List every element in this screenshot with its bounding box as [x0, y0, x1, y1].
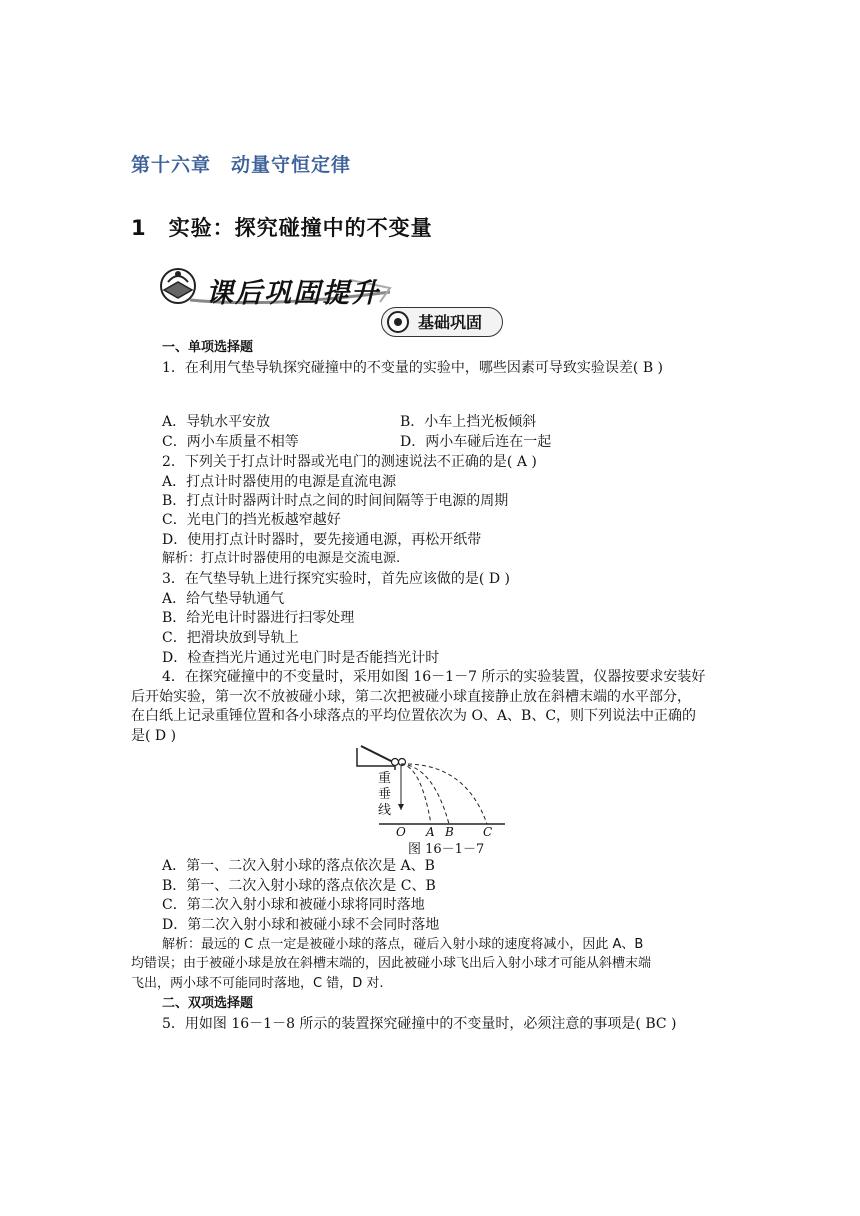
part2-heading: 二、双项选择题	[162, 996, 254, 1011]
q3-option-d: D．检查挡光片通过光电门时是否能挡光计时	[162, 650, 440, 666]
q4-option-c: C．第二次入射小球和被碰小球将同时落地	[162, 897, 425, 913]
ramp	[357, 746, 395, 770]
q4-line-2: 后开始实验，第一次不放被碰小球，第二次把被碰小球直接静止放在斜槽末端的水平部分，	[131, 689, 691, 705]
q2-stem: 2．下列关于打点计时器或光电门的测速说法不正确的是( A )	[162, 454, 537, 470]
q4-option-b: B．第一、二次入射小球的落点依次是 C、B	[162, 878, 436, 894]
plumb-label-3: 线	[378, 803, 392, 818]
banner-title: 课后巩固提升	[206, 278, 380, 309]
q4-analysis-1: 解析：最远的 C 点一定是被碰小球的落点，碰后入射小球的速度将减小，因此 A、B	[162, 937, 644, 952]
book-icon	[161, 269, 195, 303]
gear-icon	[386, 310, 410, 334]
badge-label: 基础巩固	[418, 313, 483, 332]
q4-analysis-2: 均错误；由于被碰小球是放在斜槽末端的，因此被碰小球飞出后入射小球才可能从斜槽末端	[131, 956, 652, 971]
q4-option-d: D．第二次入射小球和被碰小球不会同时落地	[162, 917, 440, 933]
q4-line-1: 4．在探究碰撞中的不变量时，采用如图 16－1－7 所示的实验装置，仪器按要求安装好	[162, 669, 706, 685]
section-title: 1 实验：探究碰撞中的不变量	[131, 216, 433, 240]
q2-option-c: C．光电门的挡光板越窄越好	[162, 512, 341, 528]
figure-caption: 图 16－1－7	[408, 842, 485, 857]
q4-line-3: 在白纸上记录重锤位置和各小球落点的平均位置依次为 O、A、B、C，则下列说法中正确的	[131, 708, 697, 724]
q1-option-c: C．两小车质量不相等	[162, 434, 299, 450]
q4-analysis-3: 飞出，两小球不可能同时落地，C 错，D 对.	[131, 976, 384, 991]
incident-ball	[392, 759, 399, 766]
q1-option-b: B．小车上挡光板倾斜	[400, 414, 537, 430]
plumb-label-1: 重	[378, 771, 392, 786]
plumb-bob	[398, 804, 404, 810]
plumb-label-2: 垂	[378, 787, 392, 802]
trajectory-a	[401, 764, 431, 824]
q4-line-4: 是( D )	[131, 728, 177, 744]
q5-stem: 5．用如图 16－1－8 所示的装置探究碰撞中的不变量时，必须注意的事项是( BC )	[162, 1016, 677, 1032]
point-a: A	[426, 825, 435, 839]
q2-option-a: A．打点计时器使用的电源是直流电源	[162, 474, 397, 490]
q1-option-a: A．导轨水平安放	[162, 414, 271, 430]
q3-stem: 3．在气垫导轨上进行探究实验时，首先应该做的是( D )	[162, 571, 510, 587]
q3-option-c: C．把滑块放到导轨上	[162, 630, 299, 646]
chapter-title: 第十六章 动量守恒定律	[131, 154, 352, 176]
q2-option-b: B．打点计时器两计时点之间的时间间隔等于电源的周期	[162, 493, 509, 509]
q3-option-a: A．给气垫导轨通气	[162, 591, 285, 607]
q4-option-a: A．第一、二次入射小球的落点依次是 A、B	[162, 858, 435, 874]
point-c: C	[483, 825, 493, 839]
q1-option-d: D．两小车碰后连在一起	[400, 434, 552, 450]
point-o: O	[396, 825, 406, 839]
q3-option-b: B．给光电计时器进行扫零处理	[162, 610, 355, 626]
q1-stem: 1．在利用气垫导轨探究碰撞中的不变量的实验中，哪些因素可导致实验误差( B )	[162, 360, 664, 376]
part1-heading: 一、单项选择题	[162, 340, 254, 355]
point-b: B	[445, 825, 454, 839]
q2-option-d: D．使用打点计时器时，要先接通电源，再松开纸带	[162, 532, 482, 548]
q2-analysis: 解析：打点计时器使用的电源是交流电源.	[162, 551, 401, 566]
trajectory-b	[401, 764, 449, 824]
